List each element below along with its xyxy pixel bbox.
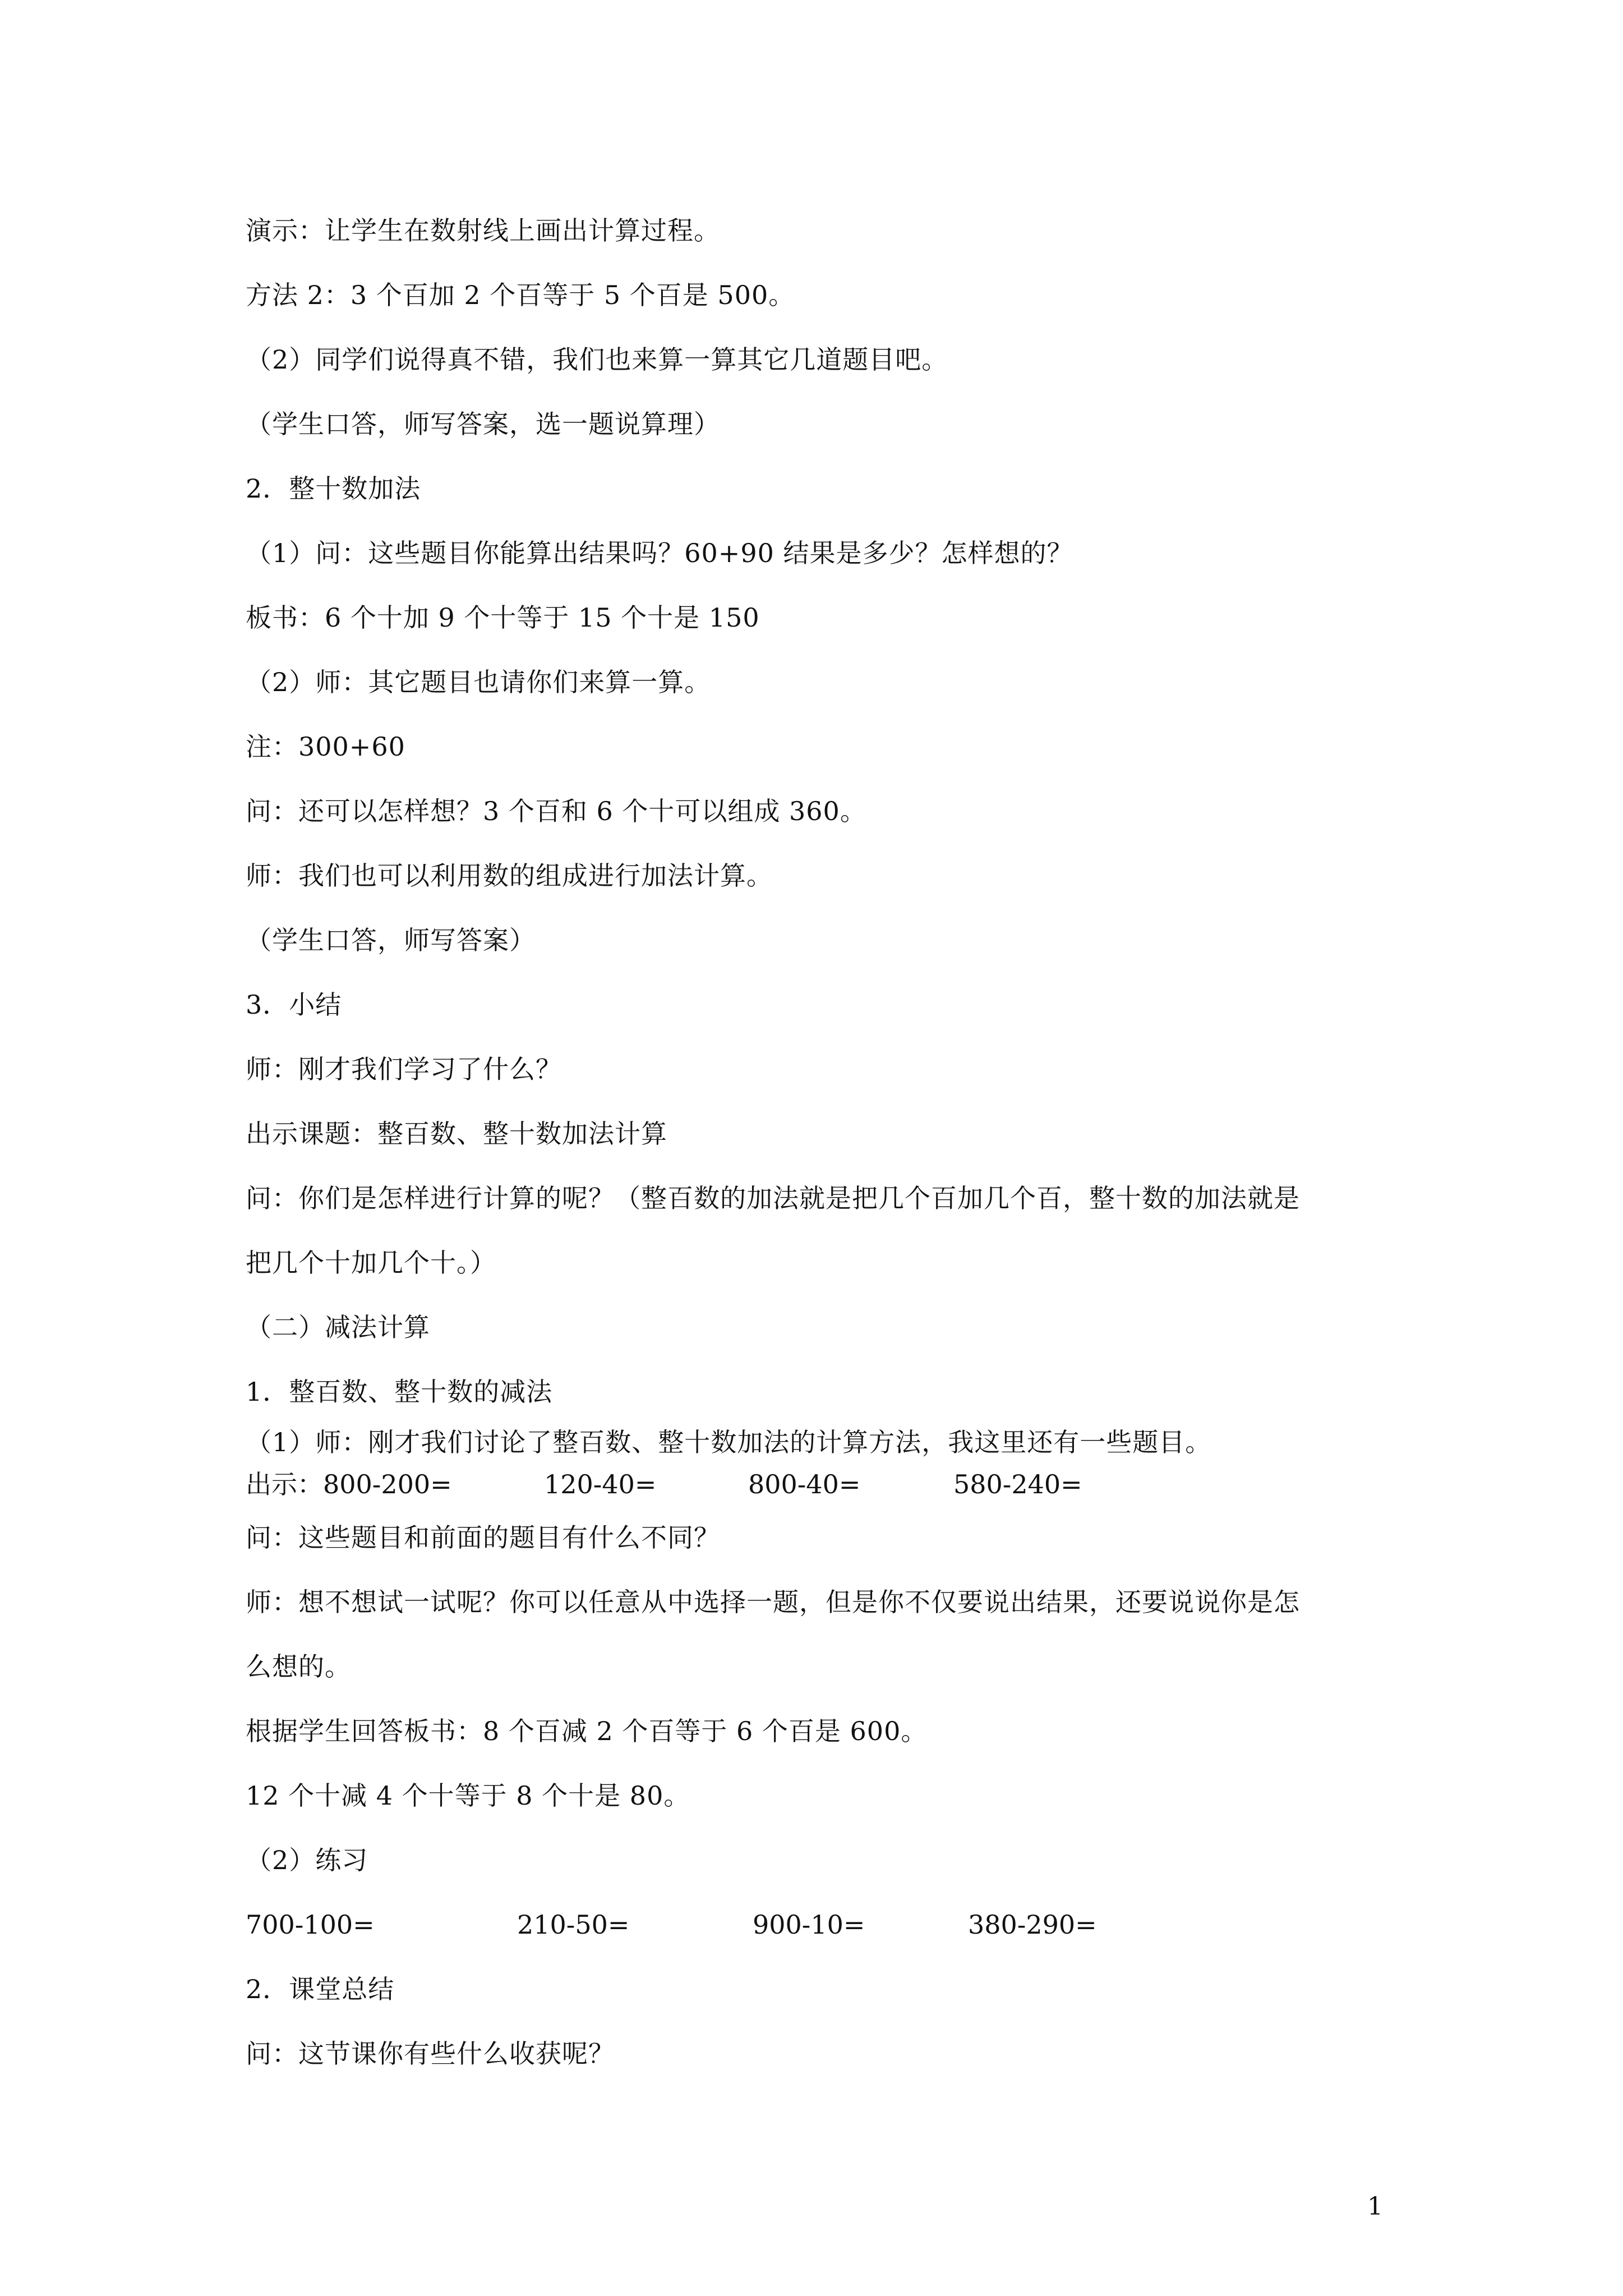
text-line: 问：这节课你有些什么收获呢？ xyxy=(246,2039,615,2069)
text-line: 12 个十减 4 个十等于 8 个十是 80。 xyxy=(246,1780,690,1811)
section-heading: 1．整百数、整十数的减法 xyxy=(246,1377,553,1407)
exercise-item: 380-290= xyxy=(968,1910,1097,1940)
text-line: 演示：让学生在数射线上画出计算过程。 xyxy=(246,215,720,246)
exercise-item: 210-50= xyxy=(517,1910,630,1940)
text-line: （学生口答，师写答案，选一题说算理） xyxy=(246,409,720,439)
exercise-item: 900-10= xyxy=(753,1910,865,1940)
text-line: （2）练习 xyxy=(246,1845,368,1875)
text-line: 板书：6 个十加 9 个十等于 15 个十是 150 xyxy=(246,602,760,633)
text-line: 么想的。 xyxy=(246,1651,351,1682)
text-line: 问：还可以怎样想？3 个百和 6 个十可以组成 360。 xyxy=(246,796,866,826)
page-number: 1 xyxy=(1367,2192,1383,2221)
section-heading: 3．小结 xyxy=(246,990,342,1020)
text-line: 师：想不想试一试呢？你可以任意从中选择一题，但是你不仅要说出结果，还要说说你是怎 xyxy=(246,1587,1300,1617)
text-line: （学生口答，师写答案） xyxy=(246,925,536,955)
text-line: 问：你们是怎样进行计算的呢？（整百数的加法就是把几个百加几个百，整十数的加法就是 xyxy=(246,1183,1300,1213)
exercise-item: 580-240= xyxy=(953,1469,1082,1499)
section-heading: 2．整十数加法 xyxy=(246,473,421,504)
text-line: （2）师：其它题目也请你们来算一算。 xyxy=(246,667,711,697)
exercise-item: 120-40= xyxy=(544,1469,657,1499)
text-line: 注：300+60 xyxy=(246,731,405,762)
text-line: 根据学生回答板书：8 个百减 2 个百等于 6 个百是 600。 xyxy=(246,1716,928,1746)
text-line: （1）师：刚才我们讨论了整百数、整十数加法的计算方法，我这里还有一些题目。 xyxy=(246,1427,1212,1457)
text-line: （2）同学们说得真不错，我们也来算一算其它几道题目吧。 xyxy=(246,344,948,375)
exercise-item: 700-100= xyxy=(246,1910,375,1940)
text-line: 方法 2：3 个百加 2 个百等于 5 个百是 500。 xyxy=(246,280,795,310)
text-line: 师：刚才我们学习了什么？ xyxy=(246,1054,562,1084)
section-heading: 2．课堂总结 xyxy=(246,1974,395,2004)
text-line: 把几个十加几个十。） xyxy=(246,1248,496,1278)
text-line: 问：这些题目和前面的题目有什么不同？ xyxy=(246,1522,720,1553)
text-line: （1）问：这些题目你能算出结果吗？60+90 结果是多少？怎样想的？ xyxy=(246,538,1073,568)
text-line: 师：我们也可以利用数的组成进行加法计算。 xyxy=(246,861,773,891)
section-heading: （二）减法计算 xyxy=(246,1312,430,1342)
exercise-item: 800-40= xyxy=(748,1469,861,1499)
text-line: 出示课题：整百数、整十数加法计算 xyxy=(246,1119,667,1149)
exercise-item: 出示：800-200= xyxy=(246,1469,452,1499)
